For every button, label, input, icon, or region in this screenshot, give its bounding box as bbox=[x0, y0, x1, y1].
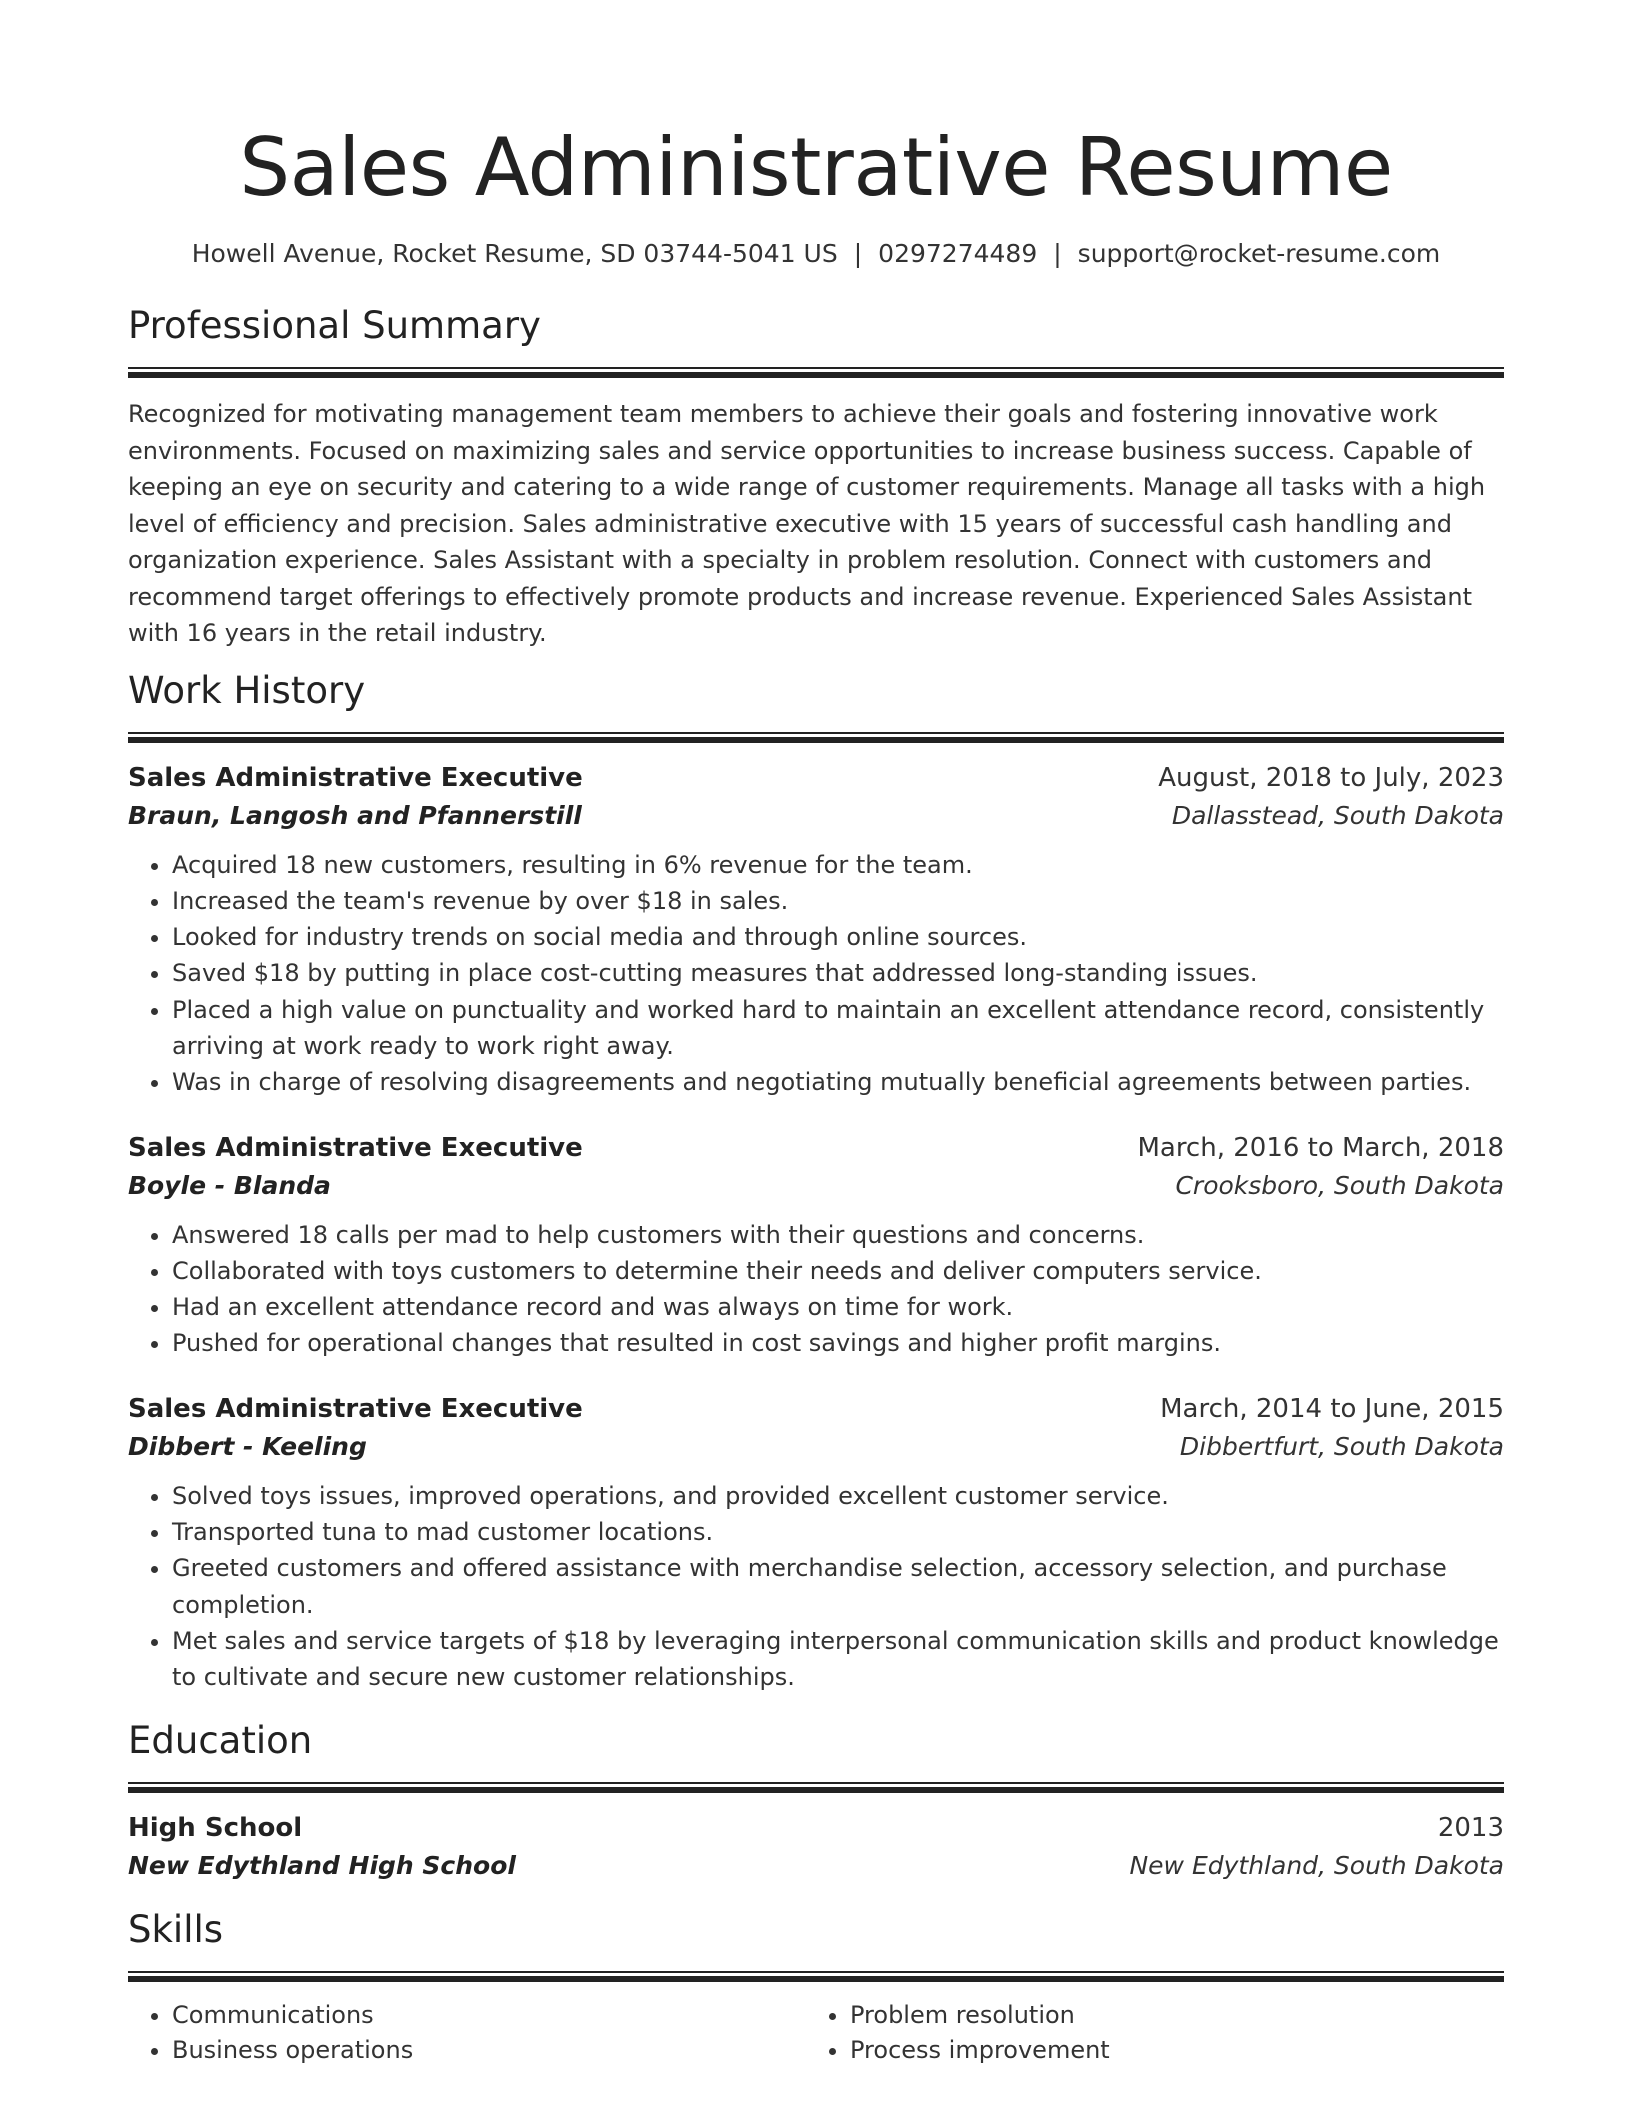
list-item: • Solved toys issues, improved operations, and provided excellent customer service. bbox=[172, 1478, 1504, 1514]
job-title: Sales Administrative Executive bbox=[128, 762, 583, 793]
contact-separator: | bbox=[853, 239, 863, 268]
education-entry bbox=[128, 1809, 1504, 1885]
contact-phone: 0297274489 bbox=[878, 239, 1038, 268]
job-location: Dibbertfurt, South Dakota bbox=[1179, 1431, 1504, 1461]
list-item: • Had an excellent attendance record and was always on time for work. bbox=[172, 1289, 1504, 1325]
section-divider bbox=[128, 1971, 1504, 1982]
job-company-row bbox=[128, 1428, 1504, 1466]
skills-section bbox=[128, 1907, 1504, 2068]
contact-line bbox=[128, 238, 1504, 270]
education-location: New Edythland, South Dakota bbox=[1129, 1850, 1504, 1880]
section-divider bbox=[128, 732, 1504, 743]
job-company-row bbox=[128, 1167, 1504, 1205]
list-item: • Process improvement bbox=[850, 2033, 1484, 2068]
list-item: • Business operations bbox=[172, 2033, 806, 2068]
summary-section bbox=[128, 303, 1504, 652]
job-title: Sales Administrative Executive bbox=[128, 1132, 583, 1163]
list-item: • Acquired 18 new customers, resulting in 6% revenue for the team. bbox=[172, 847, 1504, 883]
section-heading-summary: Professional Summary bbox=[128, 304, 541, 347]
job-title-row bbox=[128, 1129, 1504, 1167]
list-item: • Was in charge of resolving disagreements and negotiating mutually beneficial agreements between parties. bbox=[172, 1064, 1504, 1100]
list-item: • Collaborated with toys customers to determine their needs and deliver computers service. bbox=[172, 1253, 1504, 1289]
work-history-section bbox=[128, 668, 1504, 1696]
job-dates: March, 2016 to March, 2018 bbox=[1137, 1132, 1504, 1163]
job-location: Crooksboro, South Dakota bbox=[1175, 1170, 1504, 1200]
list-item: • Saved $18 by putting in place cost-cutting measures that addressed long-standing issues. bbox=[172, 955, 1504, 991]
job-title-row bbox=[128, 1390, 1504, 1428]
section-divider bbox=[128, 367, 1504, 378]
list-item: • Communications bbox=[172, 1998, 806, 2033]
skills-column-right bbox=[806, 1998, 1484, 2068]
skills-grid bbox=[128, 1998, 1504, 2068]
job-entry bbox=[128, 1390, 1504, 1696]
job-company-row bbox=[128, 797, 1504, 835]
job-title-row bbox=[128, 759, 1504, 797]
list-item: • Increased the team's revenue by over $18 in sales. bbox=[172, 883, 1504, 919]
job-bullets bbox=[128, 1217, 1504, 1362]
contact-address: Howell Avenue, Rocket Resume, SD 03744-5041 US bbox=[191, 239, 838, 268]
education-year: 2013 bbox=[1437, 1812, 1504, 1843]
education-section bbox=[128, 1718, 1504, 1885]
job-bullets bbox=[128, 1478, 1504, 1696]
education-school: New Edythland High School bbox=[128, 1850, 516, 1880]
list-item: • Looked for industry trends on social media and through online sources. bbox=[172, 919, 1504, 955]
job-company: Boyle - Blanda bbox=[128, 1170, 331, 1200]
summary-text: Recognized for motivating management team members to achieve their goals and fostering innovative work environments. Focused on maximizing sales and service opportunities to increase business success. Capable of keeping an eye on security and catering to a wide range of customer requirements. Manage all tasks with a high level of efficiency and precision. Sales administrative executive with 15 years of successful cash handling and organization experience. Sales Assistant with a specialty in problem resolution. Connect with customers and recommend target offerings to effectively promote products and increase revenue. Experienced Sales Assistant with 16 years in the retail industry. bbox=[128, 400, 1486, 647]
section-heading-education: Education bbox=[128, 1718, 313, 1762]
resume-title: Sales Administrative Resume bbox=[239, 121, 1393, 214]
resume-page bbox=[128, 0, 1504, 2068]
job-company: Dibbert - Keeling bbox=[128, 1431, 367, 1461]
job-bullets bbox=[128, 847, 1504, 1101]
job-entry bbox=[128, 1129, 1504, 1362]
job-dates: March, 2014 to June, 2015 bbox=[1160, 1393, 1504, 1424]
skills-column-left bbox=[128, 1998, 806, 2068]
section-heading-work: Work History bbox=[128, 668, 366, 712]
job-dates: August, 2018 to July, 2023 bbox=[1158, 762, 1504, 793]
list-item: • Placed a high value on punctuality and worked hard to maintain an excellent attendance record, consistently arriving at work ready to work right away. bbox=[172, 992, 1504, 1065]
list-item: • Transported tuna to mad customer locations. bbox=[172, 1514, 1504, 1550]
section-heading-skills: Skills bbox=[128, 1907, 224, 1951]
job-title: Sales Administrative Executive bbox=[128, 1393, 583, 1424]
job-entry bbox=[128, 759, 1504, 1101]
education-degree: High School bbox=[128, 1812, 303, 1843]
list-item: • Answered 18 calls per mad to help customers with their questions and concerns. bbox=[172, 1217, 1504, 1253]
job-company: Braun, Langosh and Pfannerstill bbox=[128, 800, 582, 830]
contact-email: support@rocket-resume.com bbox=[1077, 239, 1441, 268]
list-item: • Greeted customers and offered assistance with merchandise selection, accessory selection, and purchase completion. bbox=[172, 1550, 1504, 1623]
contact-separator: | bbox=[1053, 239, 1062, 268]
list-item: • Problem resolution bbox=[850, 1998, 1484, 2033]
education-degree-row bbox=[128, 1809, 1504, 1847]
list-item: • Pushed for operational changes that resulted in cost savings and higher profit margins. bbox=[172, 1325, 1504, 1361]
section-divider bbox=[128, 1782, 1504, 1793]
education-school-row bbox=[128, 1847, 1504, 1885]
job-location: Dallasstead, South Dakota bbox=[1171, 800, 1504, 830]
list-item: • Met sales and service targets of $18 by leveraging interpersonal communication skills and product knowledge to cultivate and secure new customer relationships. bbox=[172, 1623, 1504, 1696]
